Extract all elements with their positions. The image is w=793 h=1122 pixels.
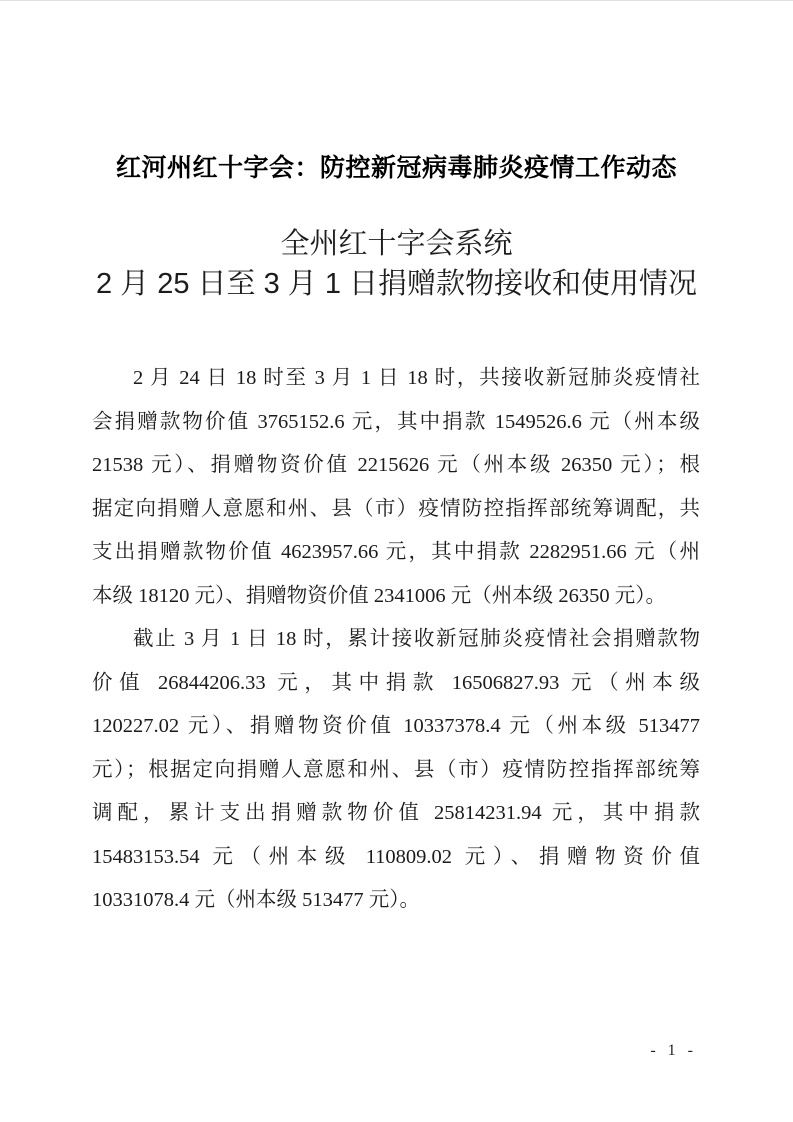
body-line: 会捐赠款物价值 3765152.6 元，其中捐款 1549526.6 元（州本级 [92, 410, 700, 433]
body-line: 据定向捐赠人意愿和州、县（市）疫情防控指挥部统筹调配，共 [92, 497, 700, 520]
body-line: 本级 18120 元）、捐赠物资价值 2341006 元（州本级 26350 元）。 [92, 584, 666, 607]
doc-title: 红河州红十字会：防控新冠病毒肺炎疫情工作动态 [115, 155, 677, 182]
body-line: 元）；根据定向捐赠人意愿和州、县（市）疫情防控指挥部统筹 [92, 758, 700, 781]
body-line: 15483153.54 元（州本级 110809.02 元）、捐赠物资价值 [92, 845, 700, 868]
body-line: 10331078.4 元（州本级 513477 元）。 [92, 889, 420, 911]
body-line: 支出捐赠款物价值 4623957.66 元，其中捐款 2282951.66 元（州 [92, 541, 700, 563]
body-line: 价值 26844206.33 元，其中捐款 16506827.93 元（州本级 [92, 671, 700, 694]
body-line: 21538 元）、捐赠物资价值 2215626 元（州本级 26350 元）；根 [92, 454, 700, 476]
doc-subtitle-line1: 全州红十字会系统 [280, 228, 513, 260]
doc-subtitle [0, 224, 793, 304]
paragraph-1 [92, 357, 700, 618]
body-line: 截止 3 月 1 日 18 时，累计接收新冠肺炎疫情社会捐赠款物 [133, 628, 700, 650]
body-line: 2 月 24 日 18 时至 3 月 1 日 18 时，共接收新冠肺炎疫情社 [133, 367, 700, 389]
body-line: 120227.02 元）、捐赠物资价值 10337378.4 元（州本级 513477 [92, 715, 700, 737]
doc-body [92, 357, 700, 923]
paragraph-2 [92, 618, 700, 923]
page-number: - 1 - [650, 1042, 697, 1059]
body-line: 调配，累计支出捐赠款物价值 25814231.94 元，其中捐款 [92, 802, 700, 824]
doc-subtitle-line2: 2 月 25 日至 3 月 1 日捐赠款物接收和使用情况 [95, 268, 698, 300]
